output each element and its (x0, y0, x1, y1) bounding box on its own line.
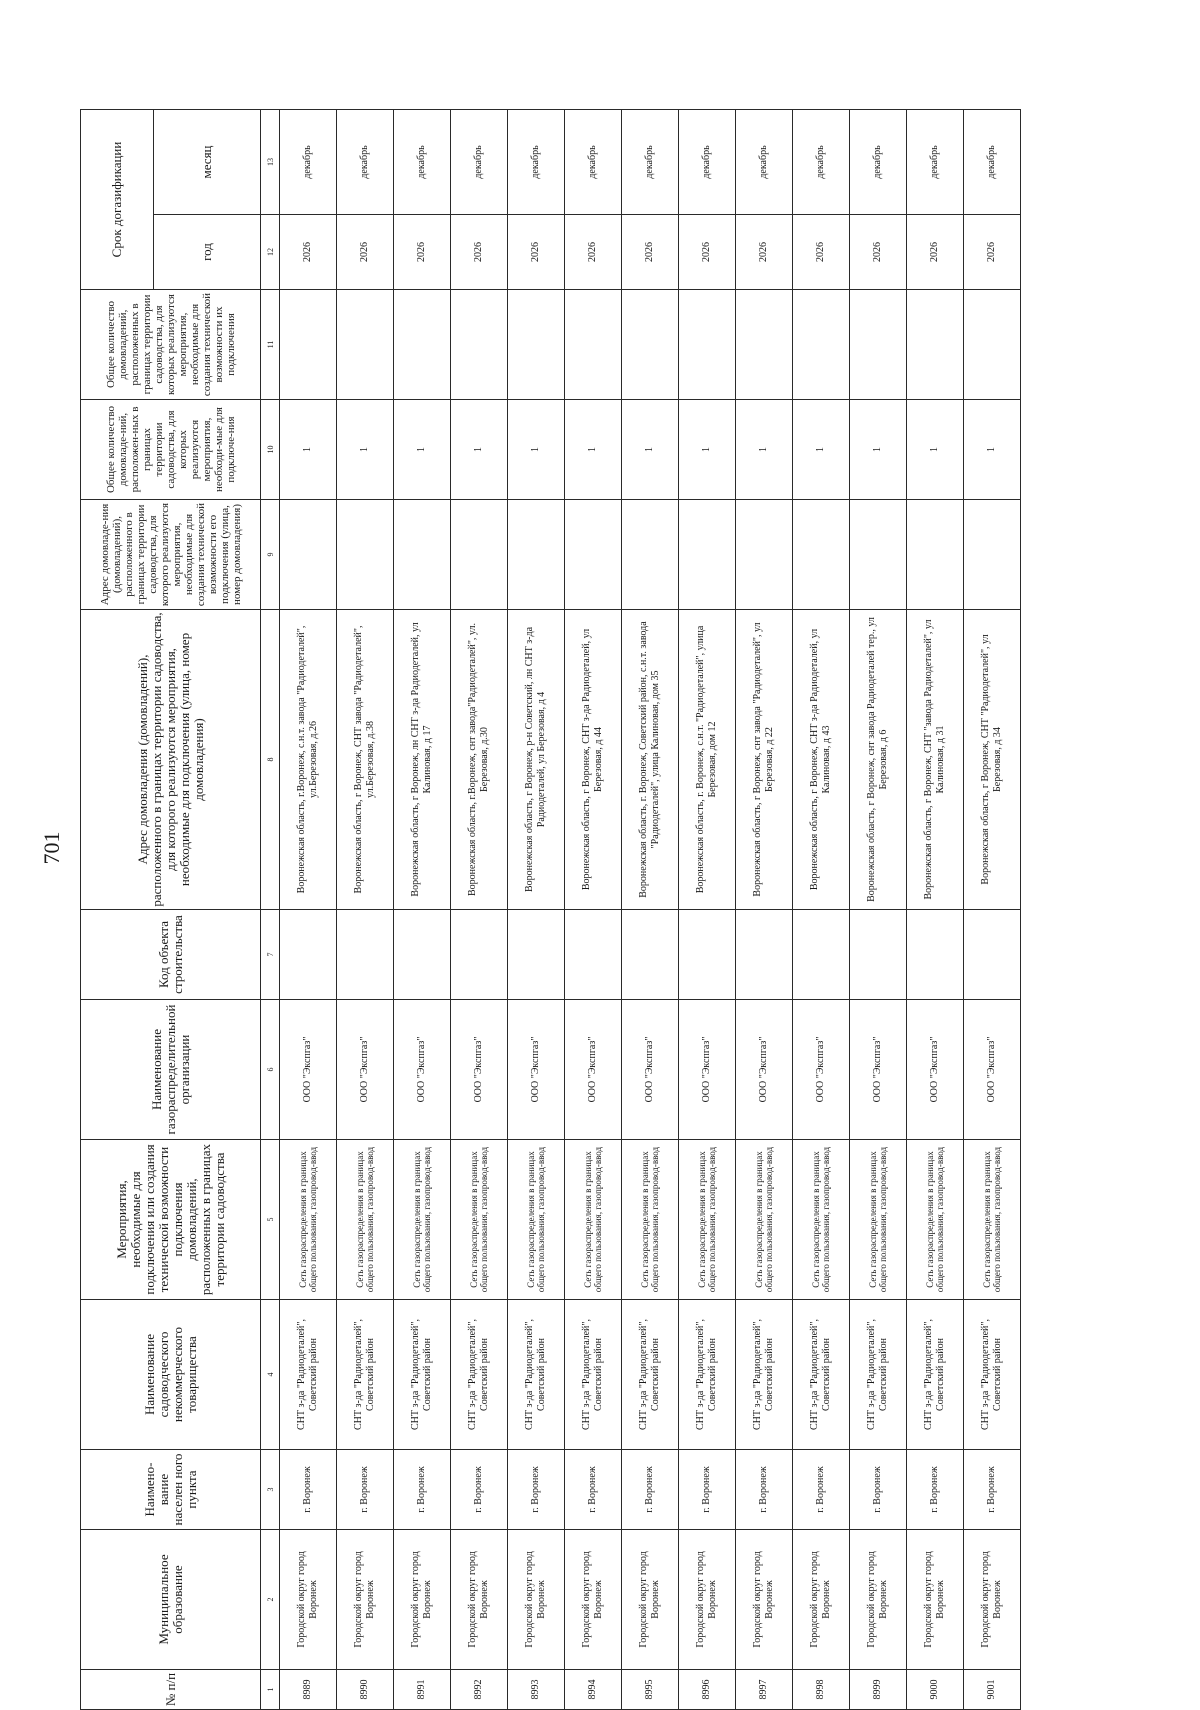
cell-year: 2026 (622, 215, 679, 290)
cell-settlement: г. Воронеж (394, 1450, 451, 1530)
header-object-code: Код объекта строительства (81, 910, 261, 1000)
cell-year: 2026 (451, 215, 508, 290)
cell-address-tech (793, 500, 850, 610)
cell-settlement: г. Воронеж (622, 1450, 679, 1530)
cell-settlement: г. Воронеж (280, 1450, 337, 1530)
table-row (337, 110, 394, 1710)
header-deadline: Срок догазификации (81, 110, 154, 290)
cell-object-code (394, 910, 451, 1000)
cell-partnership: СНТ з-да "Радиодеталей", Советский район (508, 1300, 565, 1450)
header-partnership: Наименование садоводческого некоммерческого товарищества (81, 1300, 261, 1450)
header-address-tech: Адрес домовладе-ния (домовладений), расположенного в границах территории садоводства, для которого реализуются мероприятия, необходимые для создания технической возможности его подключения (улица, номер домовладения) (81, 500, 261, 610)
column-number: 4 (261, 1300, 280, 1450)
cell-count: 1 (451, 400, 508, 500)
cell-measures: Сеть газораспределения в границах общего пользования, газопровод-ввод (280, 1140, 337, 1300)
gasification-table (80, 109, 1021, 1710)
cell-month: декабрь (622, 110, 679, 215)
cell-address: Воронежская область, г Воронеж, СНТ з-да Радиодеталей, ул Березовая, д 44 (565, 610, 622, 910)
cell-year: 2026 (679, 215, 736, 290)
cell-num: 8997 (736, 1670, 793, 1710)
cell-partnership: СНТ з-да "Радиодеталей", Советский район (280, 1300, 337, 1450)
cell-municipality: Городской округ город Воронеж (793, 1530, 850, 1670)
cell-measures: Сеть газораспределения в границах общего пользования, газопровод-ввод (565, 1140, 622, 1300)
cell-address: Воронежская область, г. Воронеж, Советский район, с.н.т. завода "Радиодеталей", улица Калиновая, дом 35 (622, 610, 679, 910)
cell-count: 1 (280, 400, 337, 500)
cell-num: 8991 (394, 1670, 451, 1710)
cell-measures: Сеть газораспределения в границах общего пользования, газопровод-ввод (793, 1140, 850, 1300)
header-num: № п/п (81, 1670, 261, 1710)
cell-address-tech (394, 500, 451, 610)
cell-measures: Сеть газораспределения в границах общего пользования, газопровод-ввод (508, 1140, 565, 1300)
cell-measures: Сеть газораспределения в границах общего пользования, газопровод-ввод (964, 1140, 1021, 1300)
cell-month: декабрь (964, 110, 1021, 215)
cell-gas-org: ООО "Экспгаз" (679, 1000, 736, 1140)
column-number: 5 (261, 1140, 280, 1300)
cell-count-tech (337, 290, 394, 400)
cell-count-tech (850, 290, 907, 400)
cell-count-tech (622, 290, 679, 400)
cell-partnership: СНТ з-да "Радиодеталей", Советский район (565, 1300, 622, 1450)
header-settlement: Наимено-вание населен ного пункта (81, 1450, 261, 1530)
cell-count-tech (793, 290, 850, 400)
cell-settlement: г. Воронеж (451, 1450, 508, 1530)
cell-measures: Сеть газораспределения в границах общего пользования, газопровод-ввод (850, 1140, 907, 1300)
cell-gas-org: ООО "Экспгаз" (622, 1000, 679, 1140)
cell-municipality: Городской округ город Воронеж (850, 1530, 907, 1670)
cell-address-tech (622, 500, 679, 610)
cell-partnership: СНТ з-да "Радиодеталей", Советский район (907, 1300, 964, 1450)
cell-count: 1 (508, 400, 565, 500)
column-number: 9 (261, 500, 280, 610)
cell-address-tech (850, 500, 907, 610)
cell-count: 1 (622, 400, 679, 500)
cell-address-tech (964, 500, 1021, 610)
cell-measures: Сеть газораспределения в границах общего пользования, газопровод-ввод (736, 1140, 793, 1300)
cell-month: декабрь (394, 110, 451, 215)
column-number: 12 (261, 215, 280, 290)
cell-address: Воронежская область, г Воронеж, СНТ з-да Радиодеталей, ул Калиновая, д 43 (793, 610, 850, 910)
cell-count-tech (964, 290, 1021, 400)
cell-month: декабрь (736, 110, 793, 215)
cell-object-code (907, 910, 964, 1000)
cell-object-code (850, 910, 907, 1000)
cell-address-tech (337, 500, 394, 610)
cell-object-code (451, 910, 508, 1000)
header-gas-org: Наименование газораспределительной организации (81, 1000, 261, 1140)
cell-settlement: г. Воронеж (736, 1450, 793, 1530)
cell-object-code (280, 910, 337, 1000)
cell-num: 9001 (964, 1670, 1021, 1710)
cell-address-tech (565, 500, 622, 610)
cell-settlement: г. Воронеж (850, 1450, 907, 1530)
cell-num: 8992 (451, 1670, 508, 1710)
cell-month: декабрь (337, 110, 394, 215)
cell-address-tech (451, 500, 508, 610)
cell-month: декабрь (850, 110, 907, 215)
cell-address: Воронежская область, г. Воронеж, с.н.т. "Радиодеталей", улица Березовая, дом 12 (679, 610, 736, 910)
cell-month: декабрь (280, 110, 337, 215)
cell-measures: Сеть газораспределения в границах общего пользования, газопровод-ввод (907, 1140, 964, 1300)
cell-object-code (736, 910, 793, 1000)
cell-partnership: СНТ з-да "Радиодеталей", Советский район (451, 1300, 508, 1450)
cell-gas-org: ООО "Экспгаз" (850, 1000, 907, 1140)
cell-partnership: СНТ з-да "Радиодеталей", Советский район (964, 1300, 1021, 1450)
cell-settlement: г. Воронеж (793, 1450, 850, 1530)
header-month: месяц (154, 110, 261, 215)
cell-month: декабрь (508, 110, 565, 215)
cell-num: 8989 (280, 1670, 337, 1710)
column-number: 11 (261, 290, 280, 400)
table-row (907, 110, 964, 1710)
header-row (81, 110, 154, 1710)
cell-address: Воронежская область, г Воронеж, СНТ "завода Радиодеталей", ул Калиновая, д 31 (907, 610, 964, 910)
column-number: 1 (261, 1670, 280, 1710)
cell-gas-org: ООО "Экспгаз" (907, 1000, 964, 1140)
cell-year: 2026 (508, 215, 565, 290)
cell-count-tech (907, 290, 964, 400)
cell-object-code (508, 910, 565, 1000)
cell-object-code (622, 910, 679, 1000)
cell-measures: Сеть газораспределения в границах общего пользования, газопровод-ввод (679, 1140, 736, 1300)
cell-partnership: СНТ з-да "Радиодеталей", Советский район (850, 1300, 907, 1450)
cell-address: Воронежская область, г.Воронеж, с.н.т. завода "Радиодеталей", ул.Березовая, д.26 (280, 610, 337, 910)
column-number: 7 (261, 910, 280, 1000)
cell-num: 8998 (793, 1670, 850, 1710)
cell-month: декабрь (679, 110, 736, 215)
table-row (622, 110, 679, 1710)
cell-year: 2026 (964, 215, 1021, 290)
cell-year: 2026 (850, 215, 907, 290)
cell-settlement: г. Воронеж (508, 1450, 565, 1530)
cell-municipality: Городской округ город Воронеж (736, 1530, 793, 1670)
column-number: 10 (261, 400, 280, 500)
cell-address-tech (280, 500, 337, 610)
cell-count-tech (280, 290, 337, 400)
cell-count: 1 (850, 400, 907, 500)
cell-num: 8996 (679, 1670, 736, 1710)
cell-month: декабрь (565, 110, 622, 215)
document-sheet (80, 110, 1170, 1710)
cell-object-code (337, 910, 394, 1000)
cell-partnership: СНТ з-да "Радиодеталей", Советский район (679, 1300, 736, 1450)
header-measures: Мероприятия, необходимые для подключения или создания технической возможности подключения домовладений, расположенных в границах территории садоводства (81, 1140, 261, 1300)
column-number: 2 (261, 1530, 280, 1670)
table-row (793, 110, 850, 1710)
cell-settlement: г. Воронеж (964, 1450, 1021, 1530)
cell-gas-org: ООО "Экспгаз" (451, 1000, 508, 1140)
cell-count: 1 (793, 400, 850, 500)
cell-measures: Сеть газораспределения в границах общего пользования, газопровод-ввод (451, 1140, 508, 1300)
cell-object-code (793, 910, 850, 1000)
table-row (679, 110, 736, 1710)
column-number: 6 (261, 1000, 280, 1140)
cell-object-code (565, 910, 622, 1000)
cell-municipality: Городской округ город Воронеж (508, 1530, 565, 1670)
cell-gas-org: ООО "Экспгаз" (394, 1000, 451, 1140)
table-row (394, 110, 451, 1710)
cell-count: 1 (736, 400, 793, 500)
table-row (850, 110, 907, 1710)
cell-municipality: Городской округ город Воронеж (679, 1530, 736, 1670)
column-number: 13 (261, 110, 280, 215)
cell-num: 8999 (850, 1670, 907, 1710)
cell-municipality: Городской округ город Воронеж (964, 1530, 1021, 1670)
cell-municipality: Городской округ город Воронеж (622, 1530, 679, 1670)
cell-municipality: Городской округ город Воронеж (451, 1530, 508, 1670)
table-body (280, 110, 1021, 1710)
cell-count: 1 (907, 400, 964, 500)
cell-address: Воронежская область, г Воронеж, СНТ завода "Радиодеталей", ул.Березовая, д.38 (337, 610, 394, 910)
cell-year: 2026 (736, 215, 793, 290)
cell-address: Воронежская область, г Воронеж, р-н Советский, лн СНТ з-да Радиодеталей, ул Березовая, д 4 (508, 610, 565, 910)
cell-count-tech (736, 290, 793, 400)
cell-count: 1 (679, 400, 736, 500)
cell-gas-org: ООО "Экспгаз" (964, 1000, 1021, 1140)
cell-count: 1 (565, 400, 622, 500)
cell-num: 9000 (907, 1670, 964, 1710)
cell-gas-org: ООО "Экспгаз" (565, 1000, 622, 1140)
cell-month: декабрь (907, 110, 964, 215)
cell-gas-org: ООО "Экспгаз" (337, 1000, 394, 1140)
cell-measures: Сеть газораспределения в границах общего пользования, газопровод-ввод (394, 1140, 451, 1300)
cell-address: Воронежская область, г Воронеж, снт завода Радиодеталей тер., ул Березовая, д 6 (850, 610, 907, 910)
column-number: 3 (261, 1450, 280, 1530)
cell-measures: Сеть газораспределения в границах общего пользования, газопровод-ввод (337, 1140, 394, 1300)
table-row (280, 110, 337, 1710)
header-municipality: Муниципальное образование (81, 1530, 261, 1670)
column-number-row (261, 110, 280, 1710)
table-row (508, 110, 565, 1710)
cell-gas-org: ООО "Экспгаз" (508, 1000, 565, 1140)
cell-count: 1 (394, 400, 451, 500)
cell-gas-org: ООО "Экспгаз" (280, 1000, 337, 1140)
table-row (451, 110, 508, 1710)
cell-partnership: СНТ з-да "Радиодеталей", Советский район (736, 1300, 793, 1450)
cell-year: 2026 (565, 215, 622, 290)
table-row (964, 110, 1021, 1710)
cell-settlement: г. Воронеж (679, 1450, 736, 1530)
cell-address-tech (907, 500, 964, 610)
cell-num: 8990 (337, 1670, 394, 1710)
header-year: год (154, 215, 261, 290)
table-row (565, 110, 622, 1710)
cell-settlement: г. Воронеж (907, 1450, 964, 1530)
cell-year: 2026 (394, 215, 451, 290)
cell-address: Воронежская область, г Воронеж, лн СНТ з-да Радиодеталей, ул Калиновая, д 17 (394, 610, 451, 910)
column-number: 8 (261, 610, 280, 910)
cell-municipality: Городской округ город Воронеж (565, 1530, 622, 1670)
cell-municipality: Городской округ город Воронеж (280, 1530, 337, 1670)
cell-num: 8995 (622, 1670, 679, 1710)
header-count-connect: Общее количество домовладе-ний, расположен-ных в границах территории садоводства, для которых реализуются мероприятия, необходи-мые для подключе-ния (81, 400, 261, 500)
cell-partnership: СНТ з-да "Радиодеталей", Советский район (394, 1300, 451, 1450)
cell-year: 2026 (907, 215, 964, 290)
cell-partnership: СНТ з-да "Радиодеталей", Советский район (622, 1300, 679, 1450)
header-count-tech: Общее количество домовладений, расположенных в границах территории садоводства, для которых реализуются мероприятия, необходимые для создания технической возможности их подключения (81, 290, 261, 400)
cell-count: 1 (337, 400, 394, 500)
cell-month: декабрь (451, 110, 508, 215)
cell-num: 8993 (508, 1670, 565, 1710)
cell-count-tech (565, 290, 622, 400)
cell-address-tech (508, 500, 565, 610)
cell-address-tech (736, 500, 793, 610)
cell-settlement: г. Воронеж (337, 1450, 394, 1530)
cell-settlement: г. Воронеж (565, 1450, 622, 1530)
table-row (736, 110, 793, 1710)
cell-gas-org: ООО "Экспгаз" (793, 1000, 850, 1140)
cell-partnership: СНТ з-да "Радиодеталей", Советский район (793, 1300, 850, 1450)
cell-gas-org: ООО "Экспгаз" (736, 1000, 793, 1140)
cell-address: Воронежская область, г.Воронеж, снт завода"Радиодеталей", ул. Березовая, д.30 (451, 610, 508, 910)
cell-year: 2026 (793, 215, 850, 290)
cell-object-code (679, 910, 736, 1000)
cell-object-code (964, 910, 1021, 1000)
cell-address: Воронежская область, г Воронеж, снт завода "Радиодеталей", ул Березовая, д 22 (736, 610, 793, 910)
header-address: Адрес домовладения (домовладений), расположенного в границах территории садоводства, для которого реализуются мероприятия, необходимые для подключения (улица, номер домовладения) (81, 610, 261, 910)
cell-count-tech (679, 290, 736, 400)
cell-partnership: СНТ з-да "Радиодеталей", Советский район (337, 1300, 394, 1450)
cell-num: 8994 (565, 1670, 622, 1710)
cell-municipality: Городской округ город Воронеж (907, 1530, 964, 1670)
cell-month: декабрь (793, 110, 850, 215)
cell-count: 1 (964, 400, 1021, 500)
cell-address-tech (679, 500, 736, 610)
cell-municipality: Городской округ город Воронеж (337, 1530, 394, 1670)
cell-year: 2026 (337, 215, 394, 290)
cell-municipality: Городской округ город Воронеж (394, 1530, 451, 1670)
cell-measures: Сеть газораспределения в границах общего пользования, газопровод-ввод (622, 1140, 679, 1300)
cell-count-tech (451, 290, 508, 400)
cell-address: Воронежская область, г Воронеж, СНТ "Радиодеталей", ул Березовая, д 34 (964, 610, 1021, 910)
cell-year: 2026 (280, 215, 337, 290)
page-number: 701 (39, 831, 64, 865)
cell-count-tech (394, 290, 451, 400)
cell-count-tech (508, 290, 565, 400)
